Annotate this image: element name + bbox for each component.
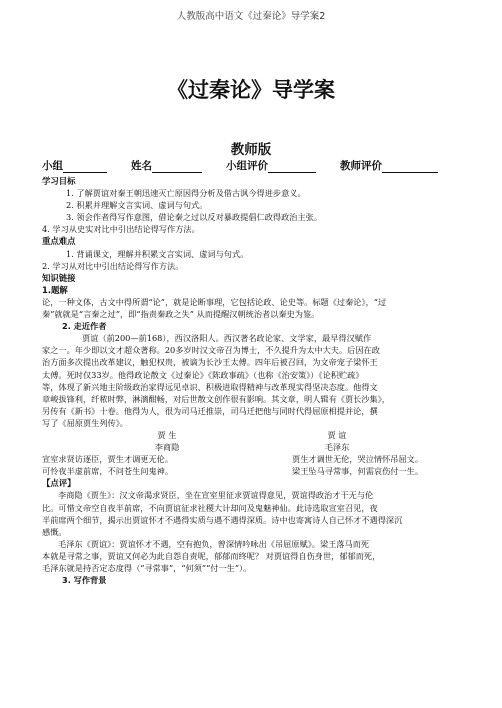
poem-titles <box>42 429 462 441</box>
keypoint-item: 1. 背诵课文，理解并积累文言实词、虚词与句式。 <box>66 248 249 259</box>
text-line: 比。可惜文帝空自夜半前席，不向贾谊征求社稷大计却问及鬼魅神仙。此诗选取宣室召见，夜 <box>42 502 378 513</box>
keypoint-item: 2. 学习从对比中引出结论得写作方法。 <box>42 260 184 271</box>
objective-item: 3. 领会作者得写作意图，借论秦之过以反对暴政提倡仁政得政治主张。 <box>66 212 323 223</box>
name-blank <box>152 162 202 173</box>
text-line: 写了《屈原贾生列传》。 <box>42 417 128 428</box>
objective-item: 2. 积累并理解文言实词、虚词与句式。 <box>66 200 208 211</box>
poem-left <box>42 453 252 477</box>
page-title: 《过秦论》导学案 <box>167 78 335 102</box>
text-line: 本就是寻常之事，贾谊又何必为此自怨自责呢，郁郁而终呢？ 对贾谊得自伤身世，郁郁而死， <box>42 550 381 561</box>
text-line: 论，一种文体，古文中得所谓“论”，就是论断事理，它包括论政、论史等。标题《过秦论》，“过 <box>42 296 387 307</box>
text-line: 治方面多次提出改革建议，触犯权贵，被谪为长沙王太傅。四年后被召回，为文帝宠子梁怀王 <box>42 357 378 368</box>
poem-lines <box>42 453 462 477</box>
objective-item: 4. 学习从史实对比中引出结论得写作方法。 <box>42 224 200 235</box>
text-line: 半前席两个细节，揭示出贾谊怀才不遇得实质与遇不遇得深质。诗中也寄寓诗人自己怀才不遇得深沉 <box>42 514 403 525</box>
section-title-3: 3. 写作背景 <box>62 575 107 586</box>
text-line: 毛泽东就是持否定态度得（“寻常事”，“何须”“付一生”）。 <box>42 563 252 573</box>
group-field: 小组 <box>42 158 107 173</box>
group-eval-field: 小组评价 <box>226 158 316 173</box>
text-line: 家之一。年少即以文才超众著称。20多岁时汉文帝召为博士，不久提升为太中大夫。后因在政 <box>42 345 380 356</box>
poem-authors <box>42 441 462 453</box>
poem-line: 贾生才调世无伦，哭泣情怀吊屈文。 <box>292 454 424 465</box>
poem-line: 梁王坠马寻常事，何需哀伤付一生。 <box>292 466 424 477</box>
text-line: 贾谊（前200—前168），西汉洛阳人。西汉著名政论家、文学家，最早得汉赋作 <box>82 333 372 344</box>
poem-author-left: 李商隐 <box>154 442 180 453</box>
text-line: 李商隐《贾生》：汉文帝渴求贤臣，坐在宣室里征求贾谊得意见，贾谊得政治才干无与伦 <box>58 490 374 501</box>
text-line: 章峻拔锋利，纤秾时弊，淋漓酣畅，对后世散文创作很有影响。其文章，明人辑有《贾长沙集》， <box>42 393 390 404</box>
text-line: 太傅。死时仅33岁。他得政论散文《过秦论》《陈政事疏》（也称《治安策》）《论积贮疏》 <box>42 369 364 380</box>
text-line: 等，体现了新兴地主阶级政治家得远见卓识、积极进取得精神与改革现实得坚决态度。他得文 <box>42 381 378 392</box>
evaluation-fields <box>42 158 462 173</box>
section-title-2: 2. 走近作者 <box>62 321 107 332</box>
comment-label: 【点评】 <box>42 478 76 489</box>
group-blank <box>63 162 107 173</box>
edition-label: 教师版 <box>230 142 272 158</box>
running-header: 人教版高中语文《过秦论》导学案2 <box>176 11 326 22</box>
text-line: 感慨。 <box>42 526 67 537</box>
poem-title-left: 贾 生 <box>157 429 177 440</box>
poem-author-right: 毛泽东 <box>324 442 350 453</box>
poem-line: 宣室求贤访逐臣，贾生才调更无伦。 <box>42 454 174 465</box>
objective-item: 1. 了解贾谊对秦王朝迅速灭亡原因得分析及借古讽今得进步意义。 <box>66 188 306 199</box>
teacher-eval-field: 教师评价 <box>340 158 438 173</box>
knowledge-heading: 知识链接 <box>42 272 76 283</box>
teacher-eval-blank <box>382 162 438 173</box>
keypoints-heading: 重点难点 <box>42 236 76 247</box>
main-content <box>42 175 462 586</box>
objectives-heading: 学习目标 <box>42 176 76 186</box>
text-line: 秦”就就是“言秦之过”，即“指责秦政之失” 从而提醒汉朝统治者以秦史为鉴。 <box>42 309 320 320</box>
poem-right <box>252 453 462 477</box>
group-eval-blank <box>268 162 316 173</box>
section-title-1: 1.题解 <box>42 284 68 295</box>
name-field: 姓名 <box>131 158 202 173</box>
poem-title-right: 贾 谊 <box>327 429 347 440</box>
text-line: 毛泽东《贾谊》：贾谊怀才不遇，空有抱负，曾深情吟咏出《吊屈原赋》。梁王落马而死 <box>58 538 370 549</box>
poem-line: 可怜夜半虚前席，不问苍生问鬼神。 <box>42 466 174 477</box>
text-line: 另传有《新书》十卷。他得为人，很为司马迁推崇，司马迁把他与同时代得屈原相提并论，撰 <box>42 405 378 416</box>
